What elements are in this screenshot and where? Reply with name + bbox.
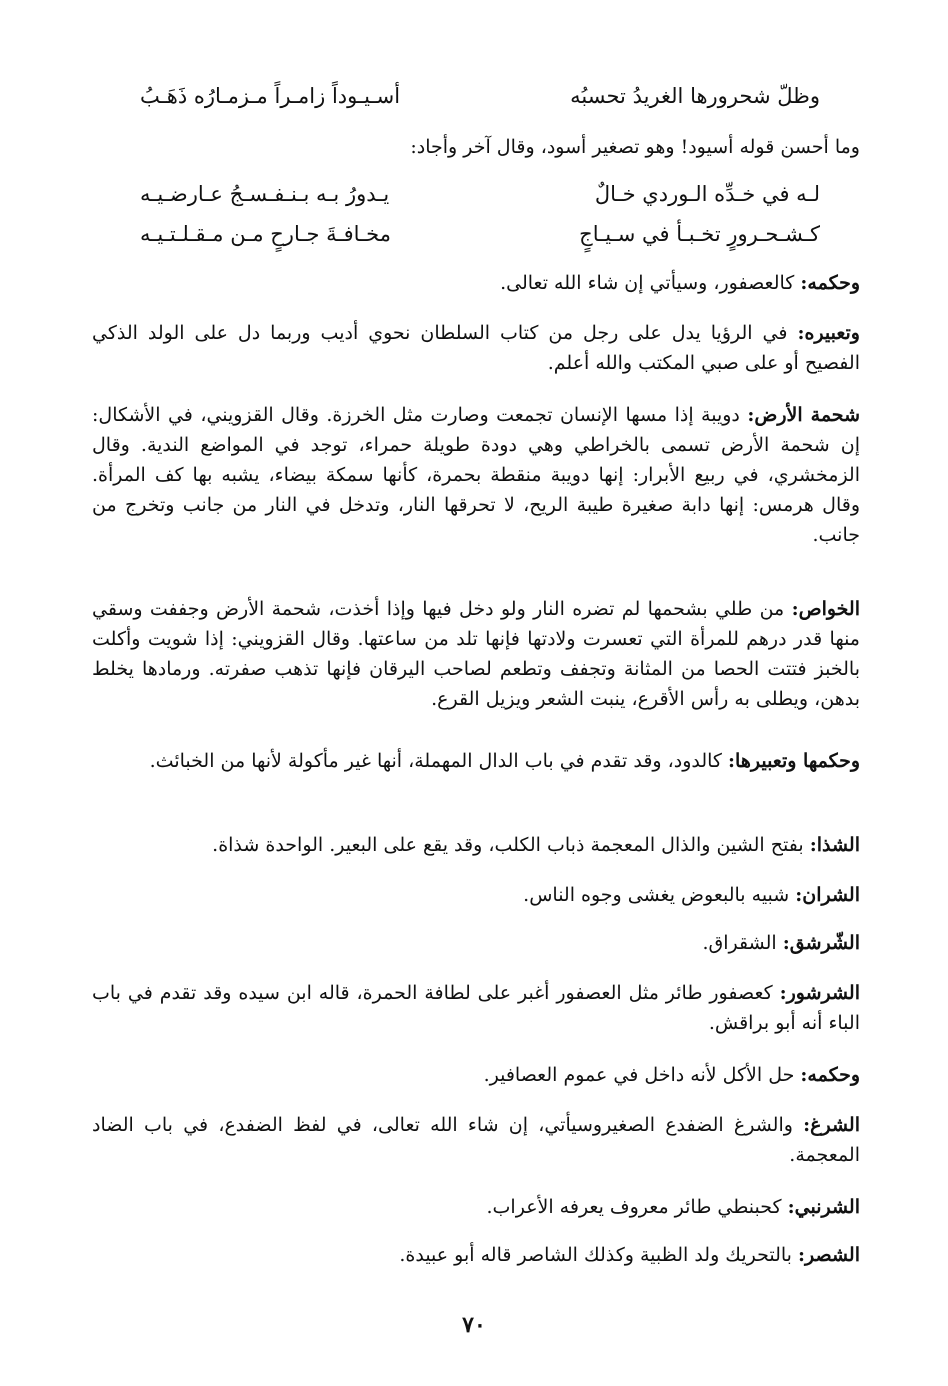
paragraph-lead: وتعبيره:: [797, 322, 860, 344]
paragraph-lead: وحكمه:: [800, 272, 860, 294]
paragraph-text: في الرؤيا يدل على رجل من كتاب السلطان نحوي أديب وربما دل على الولد الذكي الفصيح أو على صبي المكتب والله أعلم.: [92, 322, 860, 374]
paragraph-text: دويبة إذا مسها الإنسان تجمعت وصارت مثل الخرزة. وقال القزويني، في الأشكال: إن شحمة الأرض تسمى بالخراطي وهي دودة طويلة حمراء، توجد في المواضع الندية. وقال الزمخشري، في ربيع الأبرار: إنها دويبة منقطة بحمرة، كأنها سمكة بيضاء، يشبه بها كف المرأة. وقال هرمس: إنها دابة صغيرة طيبة الريح، لا تحرقها النار، وتدخل في النار من جانب وتخرج من جانب.: [92, 404, 860, 546]
verse-first-hemistich: وظلّ شحرورها الغريدُ تحسبُه: [570, 84, 820, 108]
paragraph-lead: وحكمه:: [800, 1064, 860, 1086]
paragraph-text: والشرغ الضفدع الصغيروسيأتي، إن شاء الله تعالى، في لفظ الضفدع، في باب الضاد المعجمة.: [92, 1114, 860, 1166]
paragraph: [92, 928, 860, 958]
verse-line: [140, 80, 820, 112]
paragraph-text: بفتح الشين والذال المعجمة ذباب الكلب، وقد يقع على البعير. الواحدة شذاة.: [212, 834, 810, 856]
paragraph-text: كالدود، وقد تقدم في باب الدال المهملة، أنها غير مأكولة لأنها من الخبائث.: [149, 750, 729, 772]
paragraph-lead: الشران:: [795, 884, 860, 906]
paragraph: [92, 594, 860, 714]
paragraph: [92, 830, 860, 860]
paragraph: [92, 1192, 860, 1222]
paragraph: [92, 880, 860, 910]
paragraph-text: كعصفور طائر مثل العصفور أغبر على لطافة الحمرة، قاله ابن سيده وقد تقدم في باب الباء أنه أبو براقش.: [92, 982, 860, 1034]
verse-line: [140, 218, 820, 250]
verse-first-hemistich: كـشـحـرورٍ تخـبـأ في سـيـاجٍ: [579, 222, 820, 246]
verse-first-hemistich: لـه في خـدِّه الـوردي خـالٌ: [594, 182, 820, 206]
verse-second-hemistich: مخـافـةَ جـارحٍ مـن مـقـلـتـيـه: [140, 222, 391, 246]
paragraph: [92, 318, 860, 378]
page-number: ٧٠: [462, 1312, 486, 1338]
paragraph: [92, 978, 860, 1038]
paragraph-lead: شحمة الأرض:: [747, 404, 860, 426]
paragraph-lead: الشرغ:: [803, 1114, 860, 1136]
paragraph: [92, 1240, 860, 1270]
paragraph-lead: الشرنبي:: [787, 1196, 860, 1218]
paragraph-text: شبيه بالبعوض يغشى وجوه الناس.: [523, 884, 796, 906]
verse-second-hemistich: أسـيـوداً زامـراً مـزمـارُه ذَهَـبُ: [140, 84, 401, 108]
paragraph-text: الشقراق.: [702, 932, 783, 954]
paragraph-lead: الخواص:: [791, 598, 860, 620]
paragraph-text: وما أحسن قوله أسيود! وهو تصغير أسود، وقال آخر وأجاد:: [410, 136, 860, 158]
paragraph-text: بالتحريك ولد الظبية وكذلك الشاصر قاله أبو عبيدة.: [399, 1244, 798, 1266]
verse-line: [140, 178, 820, 210]
paragraph-lead: الشصر:: [798, 1244, 860, 1266]
paragraph-text: كحبنطي طائر معروف يعرفه الأعراب.: [486, 1196, 788, 1218]
paragraph: [92, 268, 860, 298]
paragraph-lead: الشرشور:: [779, 982, 860, 1004]
paragraph-lead: الشّرشق:: [782, 932, 860, 954]
paragraph: [92, 132, 860, 162]
paragraph: [92, 1110, 860, 1170]
verse-second-hemistich: يـدورُ بـه بـنـفـسـجُ عـارضـيـه: [140, 182, 390, 206]
paragraph: [92, 400, 860, 550]
paragraph: [92, 1060, 860, 1090]
paragraph-text: حل الأكل لأنه داخل في عموم العصافير.: [483, 1064, 801, 1086]
paragraph-text: من طلي بشحمها لم تضره النار ولو دخل فيها وإذا أخذت، شحمة الأرض وجففت وسقي منها قدر درهم للمرأة التي تعسرت ولادتها فإنها تلد من ساعتها. وقال القزويني: إذا شويت وأكلت بالخبز فتتت الحصا من المثانة وتجفف وتطعم لصاحب اليرقان فإنها تذهب صفرته. ورمادها يخلط بدهن، ويطلى به رأس الأقرع، ينبت الشعر ويزيل القرع.: [92, 598, 860, 710]
paragraph: [92, 746, 860, 776]
paragraph-lead: وحكمها وتعبيرها:: [728, 750, 860, 772]
paragraph-lead: الشذا:: [809, 834, 860, 856]
paragraph-text: كالعصفور، وسيأتي إن شاء الله تعالى.: [500, 272, 801, 294]
